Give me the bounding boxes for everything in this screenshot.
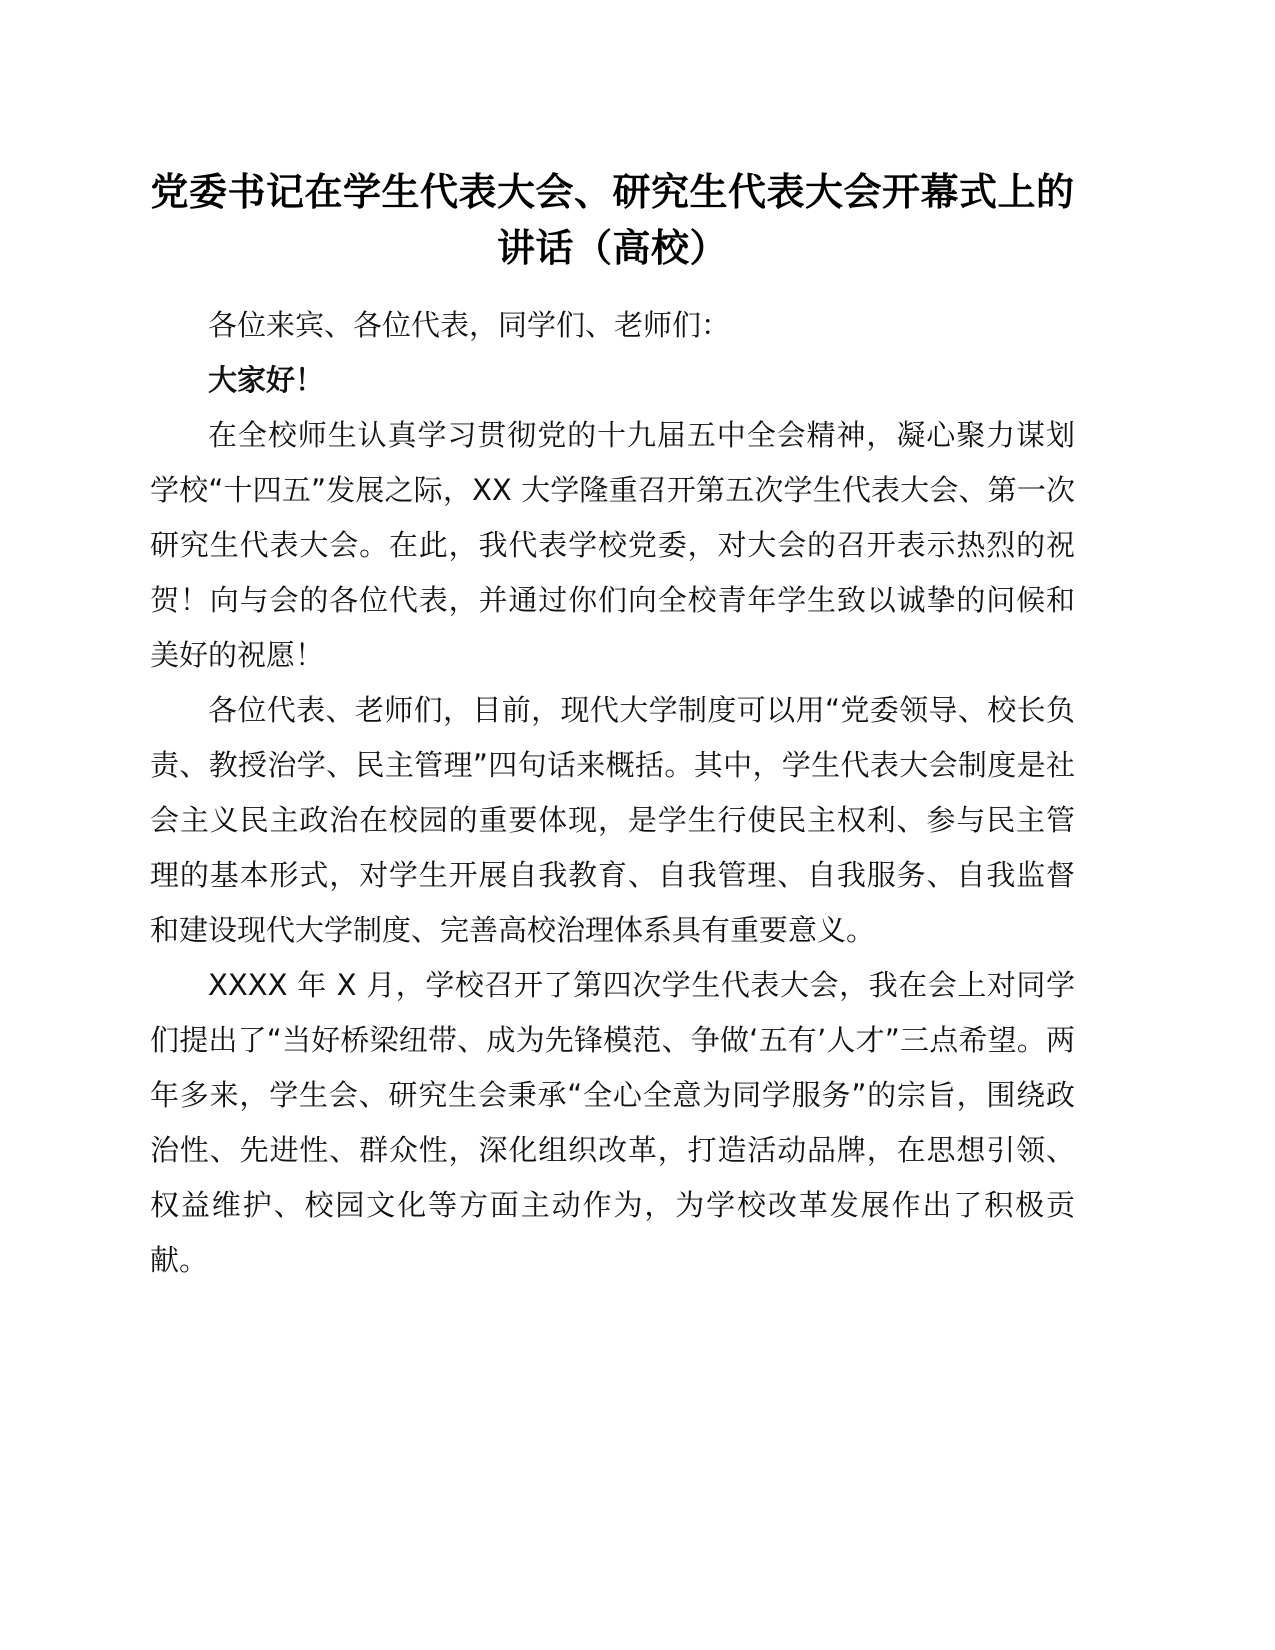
paragraph-2: 各位代表、老师们，目前，现代大学制度可以用“党委领导、校长负责、教授治学、民主管理”四句话来概括。其中，学生代表大会制度是社会主义民主政治在校园的重要体现，是学生行使民主权利、参与民主管理的基本形式，对学生开展自我教育、自我管理、自我服务、自我监督和建设现代大学制度、完善高校治理体系具有重要意义。 bbox=[150, 693, 1075, 947]
document-body bbox=[150, 298, 1075, 1288]
salutation: 各位来宾、各位代表，同学们、老师们： bbox=[208, 308, 731, 342]
paragraph-1: 在全校师生认真学习贯彻党的十九届五中全会精神，凝心聚力谋划学校“十四五”发展之际，XX 大学隆重召开第五次学生代表大会、第一次研究生代表大会。在此，我代表学校党委，对大会的召开表示热烈的祝贺！向与会的各位代表，并通过你们向全校青年学生致以诚挚的问候和美好的祝愿！ bbox=[150, 418, 1075, 672]
greeting: 大家好！ bbox=[208, 363, 325, 397]
document-title: 党委书记在学生代表大会、研究生代表大会开幕式上的讲话（高校） bbox=[150, 170, 1075, 270]
paragraph-3: XXXX 年 X 月，学校召开了第四次学生代表大会，我在会上对同学们提出了“当好桥梁纽带、成为先锋模范、争做‘五有’人才”三点希望。两年多来，学生会、研究生会秉承“全心全意为同学服务”的宗旨，围绕政治性、先进性、群众性，深化组织改革，打造活动品牌，在思想引领、权益维护、校园文化等方面主动作为，为学校改革发展作出了积极贡献。 bbox=[150, 968, 1075, 1277]
